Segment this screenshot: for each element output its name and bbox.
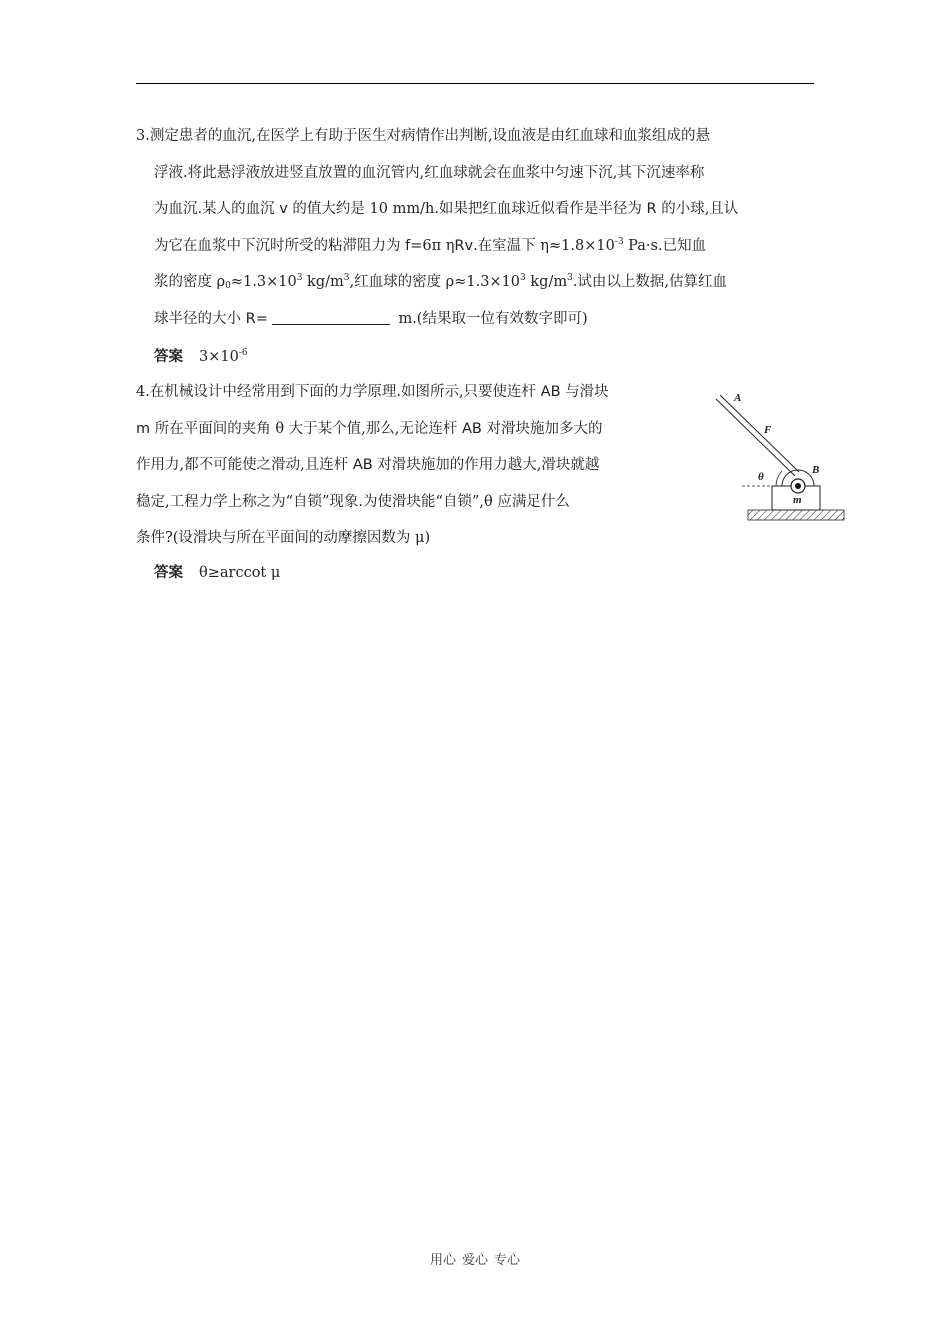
answer-label: 答案 xyxy=(154,565,183,581)
variable-v: v xyxy=(279,201,288,217)
q3-line-5: 浆的密度 $\rho_0\approx 1.3\times 10^3$ $kg/m^3$,红血球的密度 $\rho\approx 1.3\times 10^3$ $kg/m^3$.试由以上数据,估算红血 xyxy=(154,273,728,291)
formula-f: f xyxy=(405,237,411,254)
formula-Rv: Rv xyxy=(454,237,474,254)
q4-line-4: 稳定,工程力学上称之为“自锁”现象.为使滑块能“自锁”,θ 应满足什么 xyxy=(136,493,570,510)
page-footer: 用心 爱心 专心 xyxy=(429,1253,521,1268)
answer-blank xyxy=(272,310,390,325)
label-f: F xyxy=(764,424,772,436)
q3-line-3: 为血沉.某人的血沉 v 的值大约是 10 mm/h.如果把红血球近似看作是半径为 R 的小球,且认 xyxy=(154,201,739,217)
question-number: 3. xyxy=(136,128,150,144)
answer-4 xyxy=(154,563,280,583)
question-4 xyxy=(136,374,694,557)
answer-label: 答案 xyxy=(154,349,183,365)
variable-R: R xyxy=(646,201,657,217)
ground-surface xyxy=(748,510,844,520)
q4-line-2: m 所在平面间的夹角 θ 大于某个值,那么,无论连杆 AB 对滑块施加多大的 xyxy=(136,420,603,437)
answer-value: 3×10 xyxy=(199,349,239,365)
q4-line-1: 4.在机械设计中经常用到下面的力学原理.如图所示,只要使连杆 AB 与滑块 xyxy=(136,384,609,400)
q3-line-4: 为它在血浆中下沉时所受的粘滞阻力为 f=6π ηRv.在室温下 $\eta\approx 1.8\times 10^{-3}$ Pa·s.已知血 xyxy=(154,236,707,254)
q3-line-1: 3.测定患者的血沉,在医学上有助于医生对病情作出判断,设血液是由红血球和血浆组成的悬 xyxy=(136,128,711,144)
label-b: B xyxy=(812,464,820,476)
answer-value: θ≥arccot μ xyxy=(199,565,281,581)
self-locking-diagram xyxy=(708,385,848,525)
label-a: A xyxy=(734,392,742,404)
label-theta: θ xyxy=(758,471,764,483)
question-number: 4. xyxy=(136,384,150,400)
answer-3: 答案 $3\times 10^{-6}$ xyxy=(154,348,248,365)
header-rule xyxy=(136,83,814,84)
question-3 xyxy=(136,118,814,337)
q3-line-6: 球半径的大小 R= m.(结果取一位有效数字即可) xyxy=(154,310,588,327)
pin-center xyxy=(795,483,801,489)
rod-ab xyxy=(716,399,795,476)
rod-ab-edge xyxy=(720,395,799,472)
variable-R: R xyxy=(245,310,256,327)
q4-line-5: 条件?(设滑块与所在平面间的动摩擦因数为 μ) xyxy=(136,530,431,546)
label-m: m xyxy=(793,494,802,506)
angle-arc xyxy=(776,471,782,486)
q4-line-3: 作用力,都不可能使之滑动,且连杆 AB 对滑块施加的作用力越大,滑块就越 xyxy=(136,457,600,473)
q3-line-2: 浮液.将此悬浮液放进竖直放置的血沉管内,红血球就会在血浆中匀速下沉,其下沉速率称 xyxy=(154,164,705,181)
